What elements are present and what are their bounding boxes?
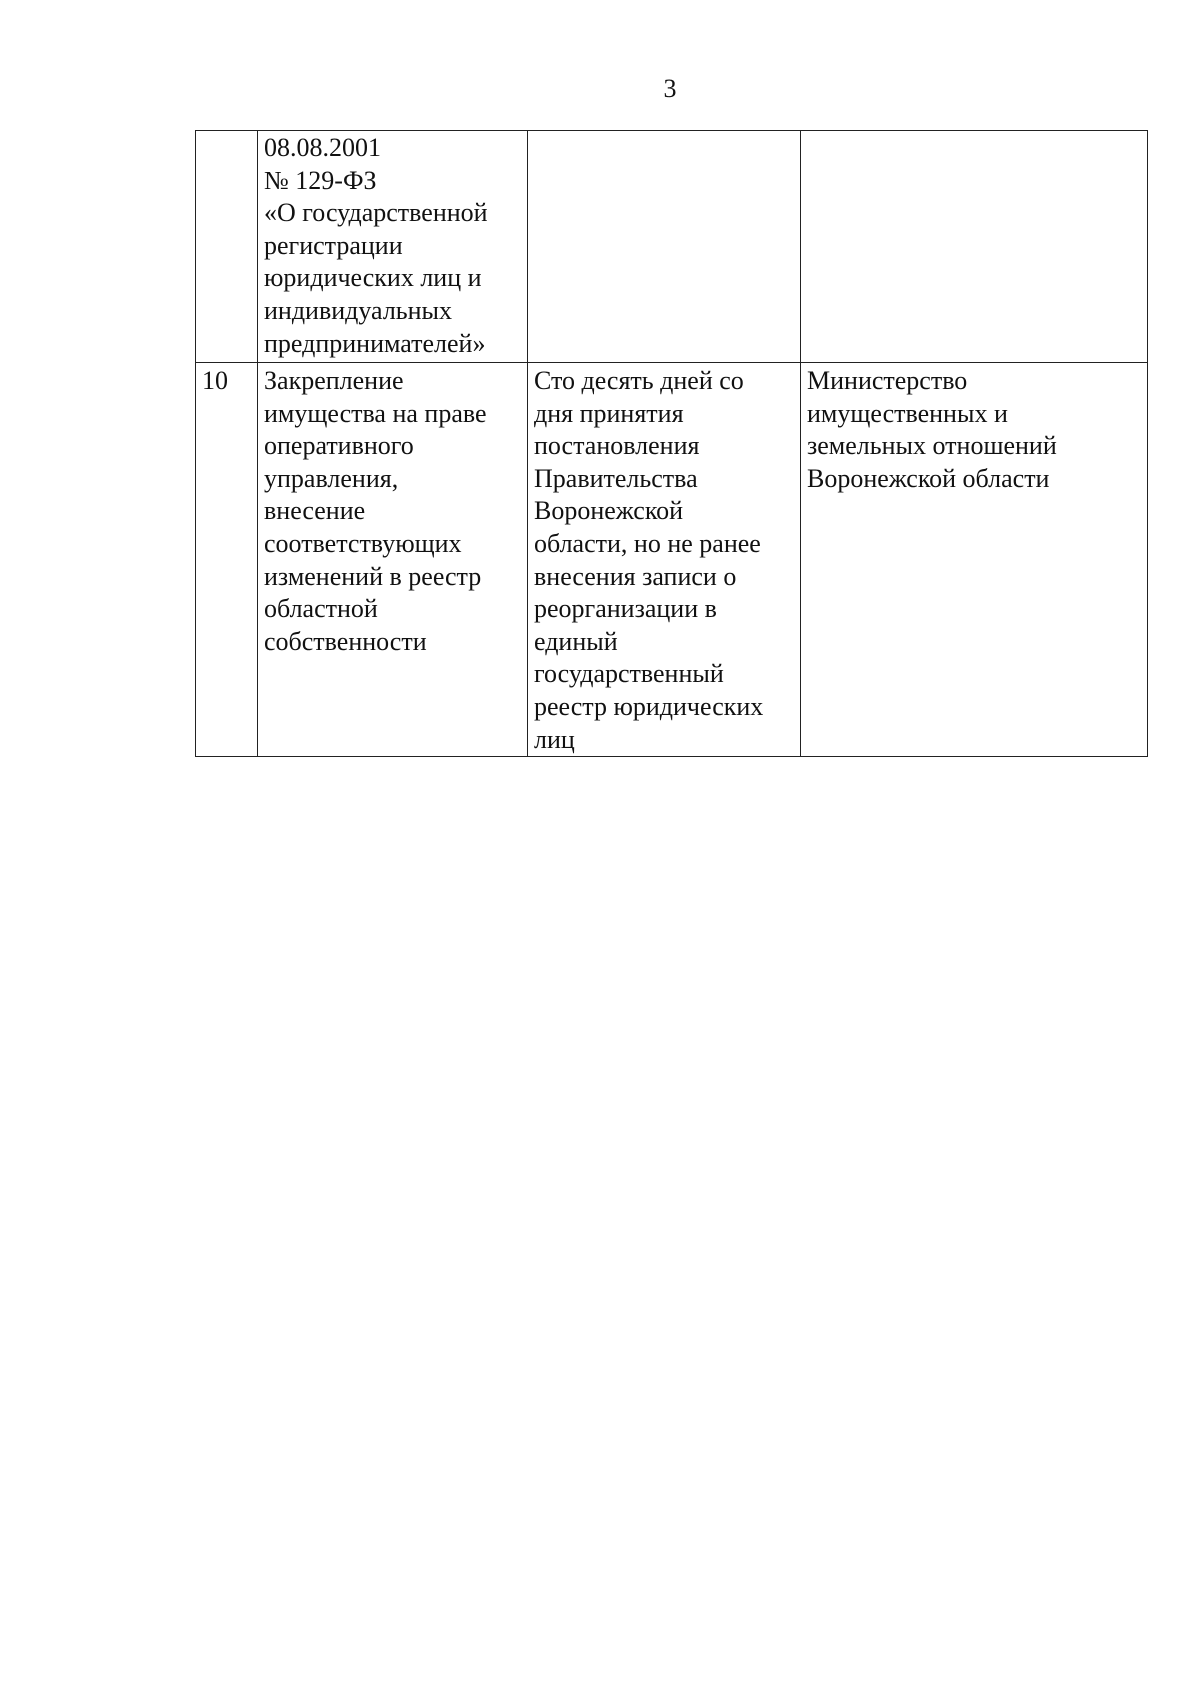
cell-line: Воронежской области xyxy=(807,463,1050,493)
cell-line: имущества на праве xyxy=(264,398,487,428)
cell-line: управления, xyxy=(264,463,399,493)
cell-line: № 129-ФЗ xyxy=(264,165,377,195)
cell-line: единый xyxy=(534,626,618,656)
cell-line: внесение xyxy=(264,496,366,526)
cell-line: регистрации xyxy=(264,230,403,260)
cell-line: областной xyxy=(264,594,378,624)
cell-line: предпринимателей» xyxy=(264,328,486,358)
cell-deadline xyxy=(528,131,801,363)
cell-number: 10 xyxy=(196,363,258,757)
cell-number xyxy=(196,131,258,363)
measures-table xyxy=(195,130,1148,757)
cell-line: реестр юридических xyxy=(534,691,764,721)
cell-line: Закрепление xyxy=(264,366,404,395)
cell-line: оперативного xyxy=(264,431,414,461)
table-row-10 xyxy=(196,363,1148,757)
cell-line: юридических лиц и xyxy=(264,263,482,293)
cell-action xyxy=(258,131,528,363)
cell-line: индивидуальных xyxy=(264,295,453,325)
cell-line: «О государственной xyxy=(264,198,488,228)
cell-line: собственности xyxy=(264,626,427,656)
cell-line: 08.08.2001 xyxy=(264,133,381,162)
cell-line: соответствующих xyxy=(264,528,462,558)
cell-deadline xyxy=(528,363,801,757)
cell-line: внесения записи о xyxy=(534,561,737,591)
cell-line: лиц xyxy=(534,724,575,754)
cell-line: Сто десять дней со xyxy=(534,366,744,395)
cell-line: земельных отношений xyxy=(807,431,1057,461)
cell-responsible xyxy=(801,131,1148,363)
cell-responsible xyxy=(801,363,1148,757)
cell-line: области, но не ранее xyxy=(534,528,761,558)
cell-line: дня принятия xyxy=(534,398,684,428)
page-number: 3 xyxy=(663,74,677,103)
cell-line: государственный xyxy=(534,659,724,689)
cell-line: Министерство xyxy=(807,366,968,395)
cell-line: Воронежской xyxy=(534,496,684,526)
cell-line: имущественных и xyxy=(807,398,1008,428)
cell-line: изменений в реестр xyxy=(264,561,482,591)
cell-action xyxy=(258,363,528,757)
table-row-continued xyxy=(196,131,1148,363)
cell-line: Правительства xyxy=(534,463,698,493)
cell-line: реорганизации в xyxy=(534,594,717,624)
cell-line: постановления xyxy=(534,431,700,461)
